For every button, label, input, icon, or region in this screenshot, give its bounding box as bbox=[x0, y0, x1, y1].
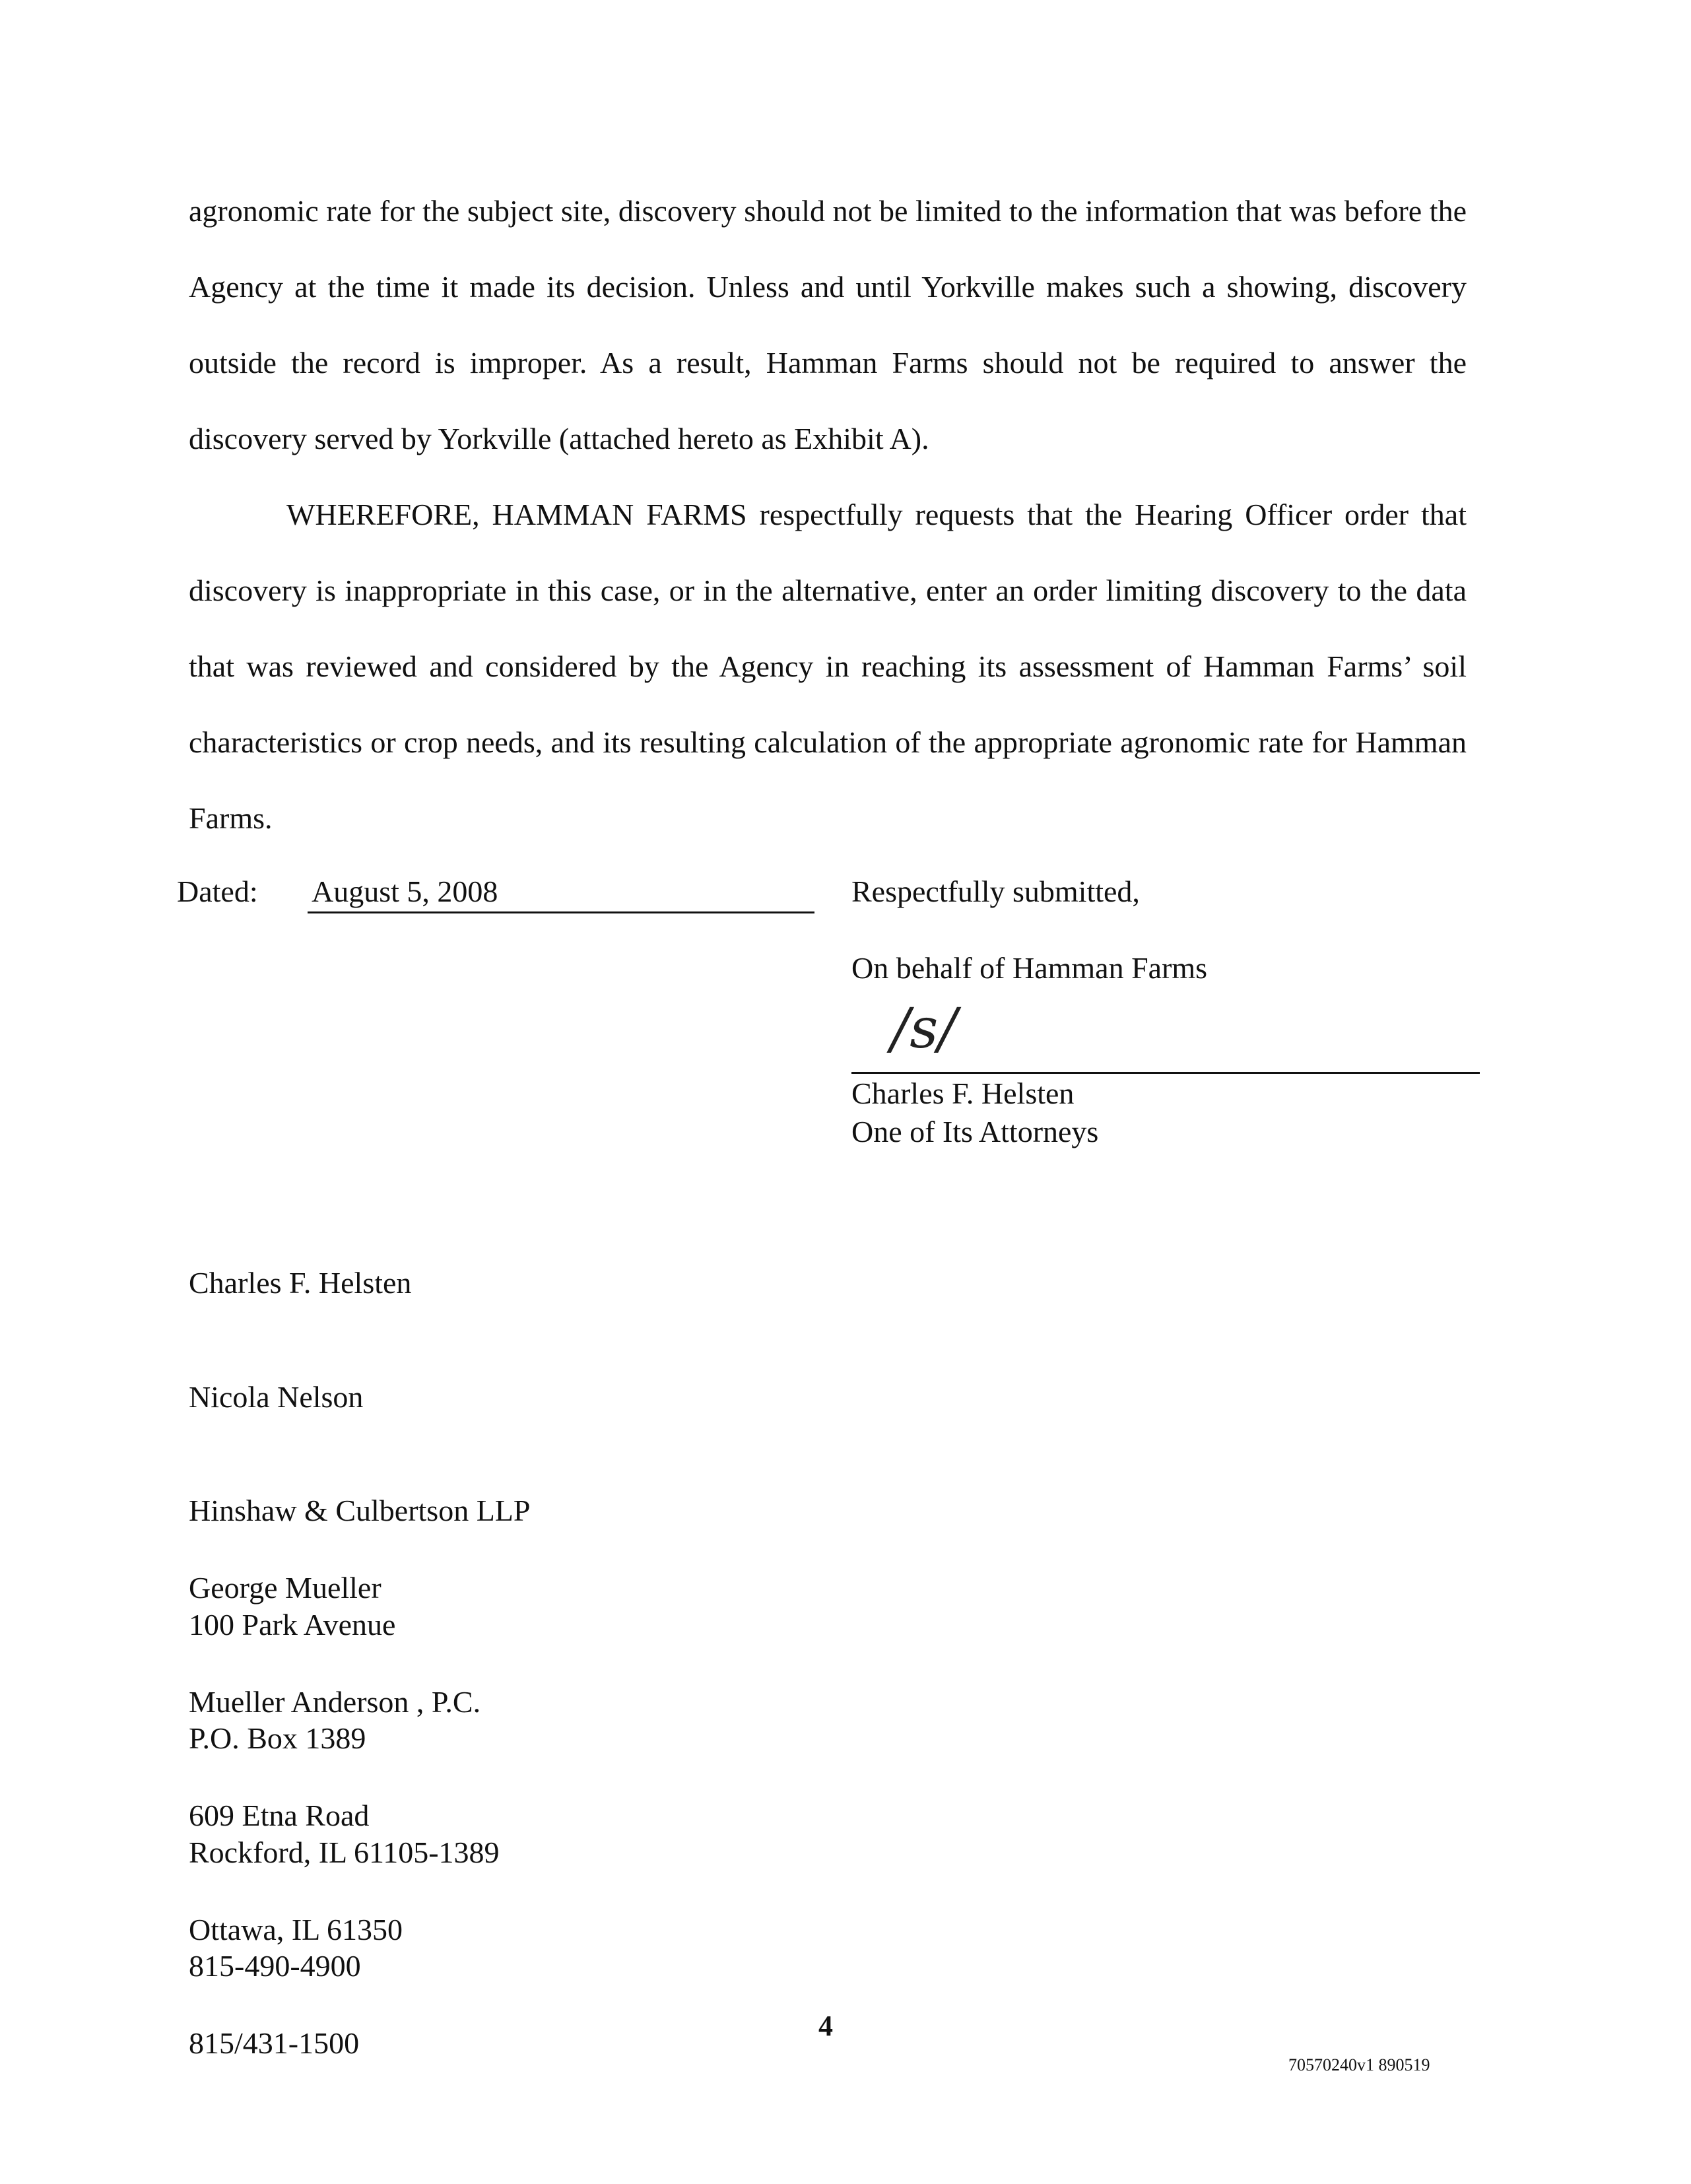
counsel-block-2 bbox=[189, 1493, 481, 2100]
closing-text: Respectfully submitted, bbox=[851, 875, 1140, 908]
address-line: Ottawa, IL 61350 bbox=[189, 1912, 403, 1946]
address-line: 609 Etna Road bbox=[189, 1799, 370, 1832]
signature-mark: /s/ bbox=[891, 996, 957, 1061]
document-code: 70570240v1 890519 bbox=[1288, 2055, 1430, 2074]
dated-underline bbox=[308, 911, 814, 913]
body-paragraph-1: agronomic rate for the subject site, discovery should not be limited to the information that was before the Agency at the time it made its decision. Unless and until Yorkville makes such a showing, discovery outside the record is improper. As a result, Hamman Farms should not be required to answer the discovery served by Yorkville (attached hereto as Exhibit A). bbox=[189, 194, 1467, 455]
on-behalf-text: On behalf of Hamman Farms bbox=[851, 951, 1208, 985]
address-line: George Mueller bbox=[189, 1571, 381, 1605]
dated-label: Dated: bbox=[177, 875, 258, 908]
dated-value: August 5, 2008 bbox=[312, 875, 498, 908]
address-line: 815-490-4900 bbox=[189, 1949, 361, 1983]
address-line: Hinshaw & Culbertson LLP bbox=[189, 1494, 531, 1527]
address-line: Nicola Nelson bbox=[189, 1379, 364, 1414]
address-line: 815/431-1500 bbox=[189, 2026, 360, 2060]
signer-name: Charles F. Helsten bbox=[851, 1076, 1075, 1110]
address-line: Rockford, IL 61105-1389 bbox=[189, 1835, 500, 1869]
body-paragraph-2: WHEREFORE, HAMMAN FARMS respectfully requests that the Hearing Officer order that discovery is inappropriate in this case, or in the alternative, enter an order limiting discovery to the data that was reviewed and considered by the Agency in reaching its assessment of Hamman Farms’ soil characteristics or crop needs, and its resulting calculation of the appropriate agronomic rate for Hamman Farms. bbox=[189, 498, 1467, 835]
address-line: P.O. Box 1389 bbox=[189, 1721, 366, 1755]
page-number: 4 bbox=[818, 2010, 833, 2042]
address-line: Mueller Anderson , P.C. bbox=[189, 1684, 481, 1719]
address-line: Charles F. Helsten bbox=[189, 1266, 412, 1300]
signature-line bbox=[851, 1072, 1480, 1074]
signer-title: One of Its Attorneys bbox=[851, 1115, 1099, 1148]
address-line: 100 Park Avenue bbox=[189, 1607, 396, 1641]
